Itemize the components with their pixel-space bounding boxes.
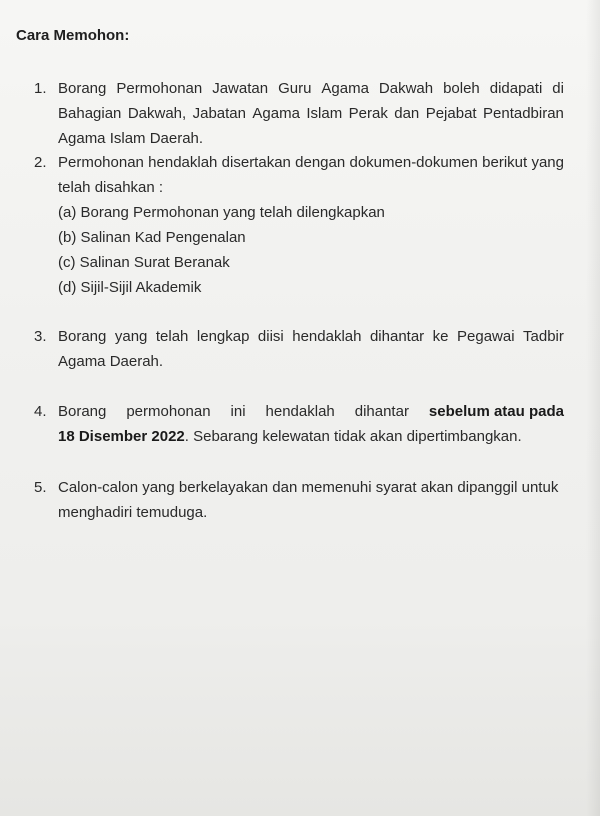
word: disertakan xyxy=(221,154,291,171)
word: Perak xyxy=(348,105,388,122)
word: Borang xyxy=(58,328,107,345)
word: yang xyxy=(531,154,564,171)
item-number: 2. xyxy=(34,154,47,171)
word: Pentadbiran xyxy=(483,105,564,122)
word: boleh xyxy=(443,80,480,97)
deadline-phrase: sebelum atau pada xyxy=(428,403,564,420)
list-item-5 xyxy=(34,475,564,525)
item-line: Agama Islam Daerah. xyxy=(58,130,204,147)
word: hendaklah xyxy=(265,403,335,420)
item-line: telah disahkan : xyxy=(58,179,164,196)
item-line xyxy=(58,424,564,449)
item-number: 1. xyxy=(34,80,47,97)
item-line xyxy=(58,101,564,126)
word: diisi xyxy=(257,328,284,345)
item-text xyxy=(58,150,564,300)
word: Tadbir xyxy=(523,328,564,345)
list-item-4 xyxy=(34,399,564,449)
word: dokumen-dokumen xyxy=(349,154,478,171)
word: permohonan xyxy=(126,403,211,420)
word: yang xyxy=(114,328,148,345)
word: Bahagian xyxy=(58,105,122,122)
word: dihantar xyxy=(354,403,409,420)
item-text xyxy=(58,324,564,374)
item-text xyxy=(58,475,564,525)
item-line xyxy=(58,150,564,175)
page-shadow xyxy=(586,0,600,816)
word: hendaklah xyxy=(148,154,218,171)
list-item-2 xyxy=(34,150,564,300)
word: di xyxy=(552,80,564,97)
word: Jabatan xyxy=(192,105,246,122)
word: Permohonan xyxy=(58,154,144,171)
word: lengkap xyxy=(196,328,250,345)
word: Permohonan xyxy=(116,80,203,97)
word: Jawatan xyxy=(212,80,269,97)
word: dengan xyxy=(295,154,346,171)
item-text xyxy=(58,76,564,151)
word: berikut xyxy=(482,154,528,171)
list-item-3 xyxy=(34,324,564,374)
word: dihantar xyxy=(369,328,425,345)
subitem-c: (c) Salinan Surat Beranak xyxy=(58,254,230,271)
item-text xyxy=(58,399,564,449)
item-line xyxy=(58,399,564,424)
word: Islam xyxy=(306,105,343,122)
word: Agama xyxy=(252,105,300,122)
word: Dakwah xyxy=(378,80,434,97)
section-heading: Cara Memohon: xyxy=(16,27,130,44)
subitem-a: (a) Borang Permohonan yang telah dilengkapkan xyxy=(58,204,385,221)
subitem-b: (b) Salinan Kad Pengenalan xyxy=(58,229,246,246)
word: Pegawai xyxy=(457,328,515,345)
item-line xyxy=(58,324,564,349)
word: dan xyxy=(394,105,420,122)
deadline-note: . Sebarang kelewatan tidak akan dipertimbangkan. xyxy=(184,428,522,445)
deadline-date: 18 Disember 2022 xyxy=(58,428,185,445)
subitem-d: (d) Sijil-Sijil Akademik xyxy=(58,279,202,296)
word: telah xyxy=(155,328,189,345)
list-item-1 xyxy=(34,76,564,151)
item-line: Agama Daerah. xyxy=(58,353,164,370)
word: hendaklah xyxy=(292,328,362,345)
word: didapati xyxy=(489,80,543,97)
word: Pejabat xyxy=(425,105,477,122)
item-number: 5. xyxy=(34,479,47,496)
word: ke xyxy=(432,328,449,345)
item-line: Calon-calon yang berkelayakan dan memenuhi syarat akan dipanggil untuk xyxy=(58,479,559,496)
item-number: 3. xyxy=(34,328,47,345)
item-number: 4. xyxy=(34,403,47,420)
word: Agama xyxy=(321,80,369,97)
word: Dakwah, xyxy=(127,105,187,122)
item-line: menghadiri temuduga. xyxy=(58,504,208,521)
word: Borang xyxy=(58,80,107,97)
word: Guru xyxy=(278,80,312,97)
word: Borang xyxy=(58,403,107,420)
word: ini xyxy=(230,403,246,420)
item-line xyxy=(58,76,564,101)
